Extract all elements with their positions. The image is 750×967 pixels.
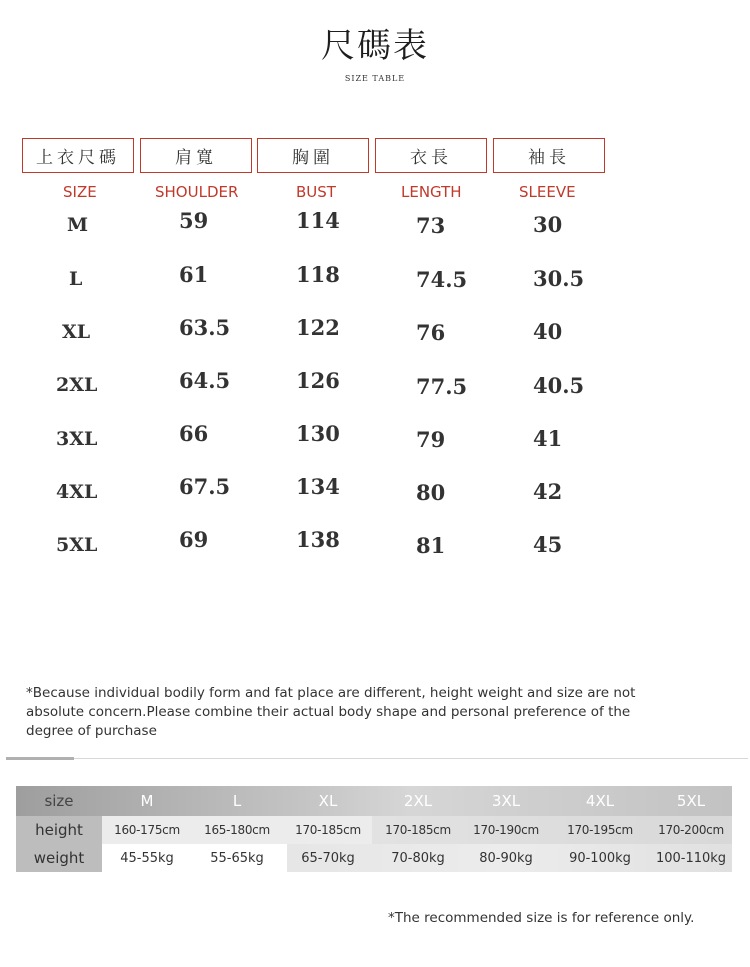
cell-length: 80 [416,480,446,505]
rec-weight-xl: 65-70kg [301,850,355,866]
cell-sleeve: 40 [533,319,563,344]
header-length-en: LENGTH [401,183,462,201]
cell-size: 4XL [56,481,98,503]
cell-size: 5XL [56,534,98,556]
rec-size-2xl: 2XL [403,792,433,810]
cell-sleeve: 30.5 [533,266,585,291]
rec-height-3xl: 170-190cm [473,823,539,837]
cell-bust: 126 [296,368,340,393]
cell-bust: 134 [296,474,340,499]
cell-length: 79 [416,427,446,452]
rec-size-4xl: 4XL [585,792,615,810]
recommend-table [16,786,732,872]
header-shoulder-en: SHOULDER [155,183,239,201]
header-size-cn: 上衣尺碼 [22,138,134,173]
rec-weight-5xl: 100-110kg [655,850,727,866]
cell-shoulder: 61 [179,262,209,287]
cell-size: M [67,214,89,236]
cell-sleeve: 45 [533,532,563,557]
cell-bust: 118 [296,262,340,287]
rec-size-3xl: 3XL [491,792,521,810]
rec-weight-m: 45-55kg [120,850,174,866]
rec-size-m: M [140,792,154,810]
cell-shoulder: 63.5 [179,315,231,340]
disclaimer-note: *Because individual bodily form and fat place are different, height weight and size are not absolute concern.Please combine their actual body shape and personal preference of the degree of purchase [26,685,636,739]
rec-weight-2xl: 70-80kg [391,850,445,866]
rec-weight-4xl: 90-100kg [569,850,631,866]
rec-weight-3xl: 80-90kg [479,850,533,866]
cell-size: 3XL [56,428,98,450]
cell-size: L [69,268,83,290]
cell-shoulder: 59 [179,208,209,233]
rec-weight-l: 55-65kg [210,850,264,866]
rec-height-4xl: 170-195cm [567,823,633,837]
cell-shoulder: 66 [179,421,209,446]
cell-length: 76 [416,320,446,345]
cell-bust: 138 [296,527,340,552]
cell-sleeve: 40.5 [533,373,585,398]
rec-height-xl: 170-185cm [295,823,361,837]
section-divider-thick [6,757,74,760]
cell-sleeve: 41 [533,426,563,451]
cell-bust: 130 [296,421,340,446]
header-bust-cn: 胸圍 [257,138,369,173]
rec-size-l: L [232,792,242,810]
cell-length: 77.5 [416,374,468,399]
cell-shoulder: 64.5 [179,368,231,393]
rec-height-label: height [35,821,83,839]
rec-weight-label: weight [33,849,85,867]
rec-height-2xl: 170-185cm [385,823,451,837]
header-shoulder-cn: 肩寬 [140,138,252,173]
cell-length: 81 [416,533,446,558]
header-length-cn: 衣長 [375,138,487,173]
page-subtitle: SIZE TABLE [344,74,406,83]
rec-height-5xl: 170-200cm [658,823,724,837]
cell-shoulder: 69 [179,527,209,552]
cell-length: 73 [416,213,446,238]
rec-size-5xl: 5XL [676,792,706,810]
header-bust-en: BUST [296,183,336,201]
rec-height-m: 160-175cm [114,823,180,837]
header-sleeve-en: SLEEVE [519,183,576,201]
rec-height-l: 165-180cm [204,823,270,837]
cell-bust: 114 [296,208,340,233]
header-size-en: SIZE [63,183,97,201]
cell-length: 74.5 [416,267,468,292]
cell-bust: 122 [296,315,340,340]
page-title: 尺碼表 [321,26,429,66]
cell-sleeve: 30 [533,212,563,237]
rec-size-label: size [44,792,74,810]
section-divider-thin [74,758,748,759]
rec-size-xl: XL [318,792,338,810]
footnote: *The recommended size is for reference only. [388,910,695,926]
cell-size: XL [62,321,91,343]
cell-size: 2XL [56,374,98,396]
header-sleeve-cn: 袖長 [493,138,605,173]
cell-sleeve: 42 [533,479,563,504]
cell-shoulder: 67.5 [179,474,231,499]
